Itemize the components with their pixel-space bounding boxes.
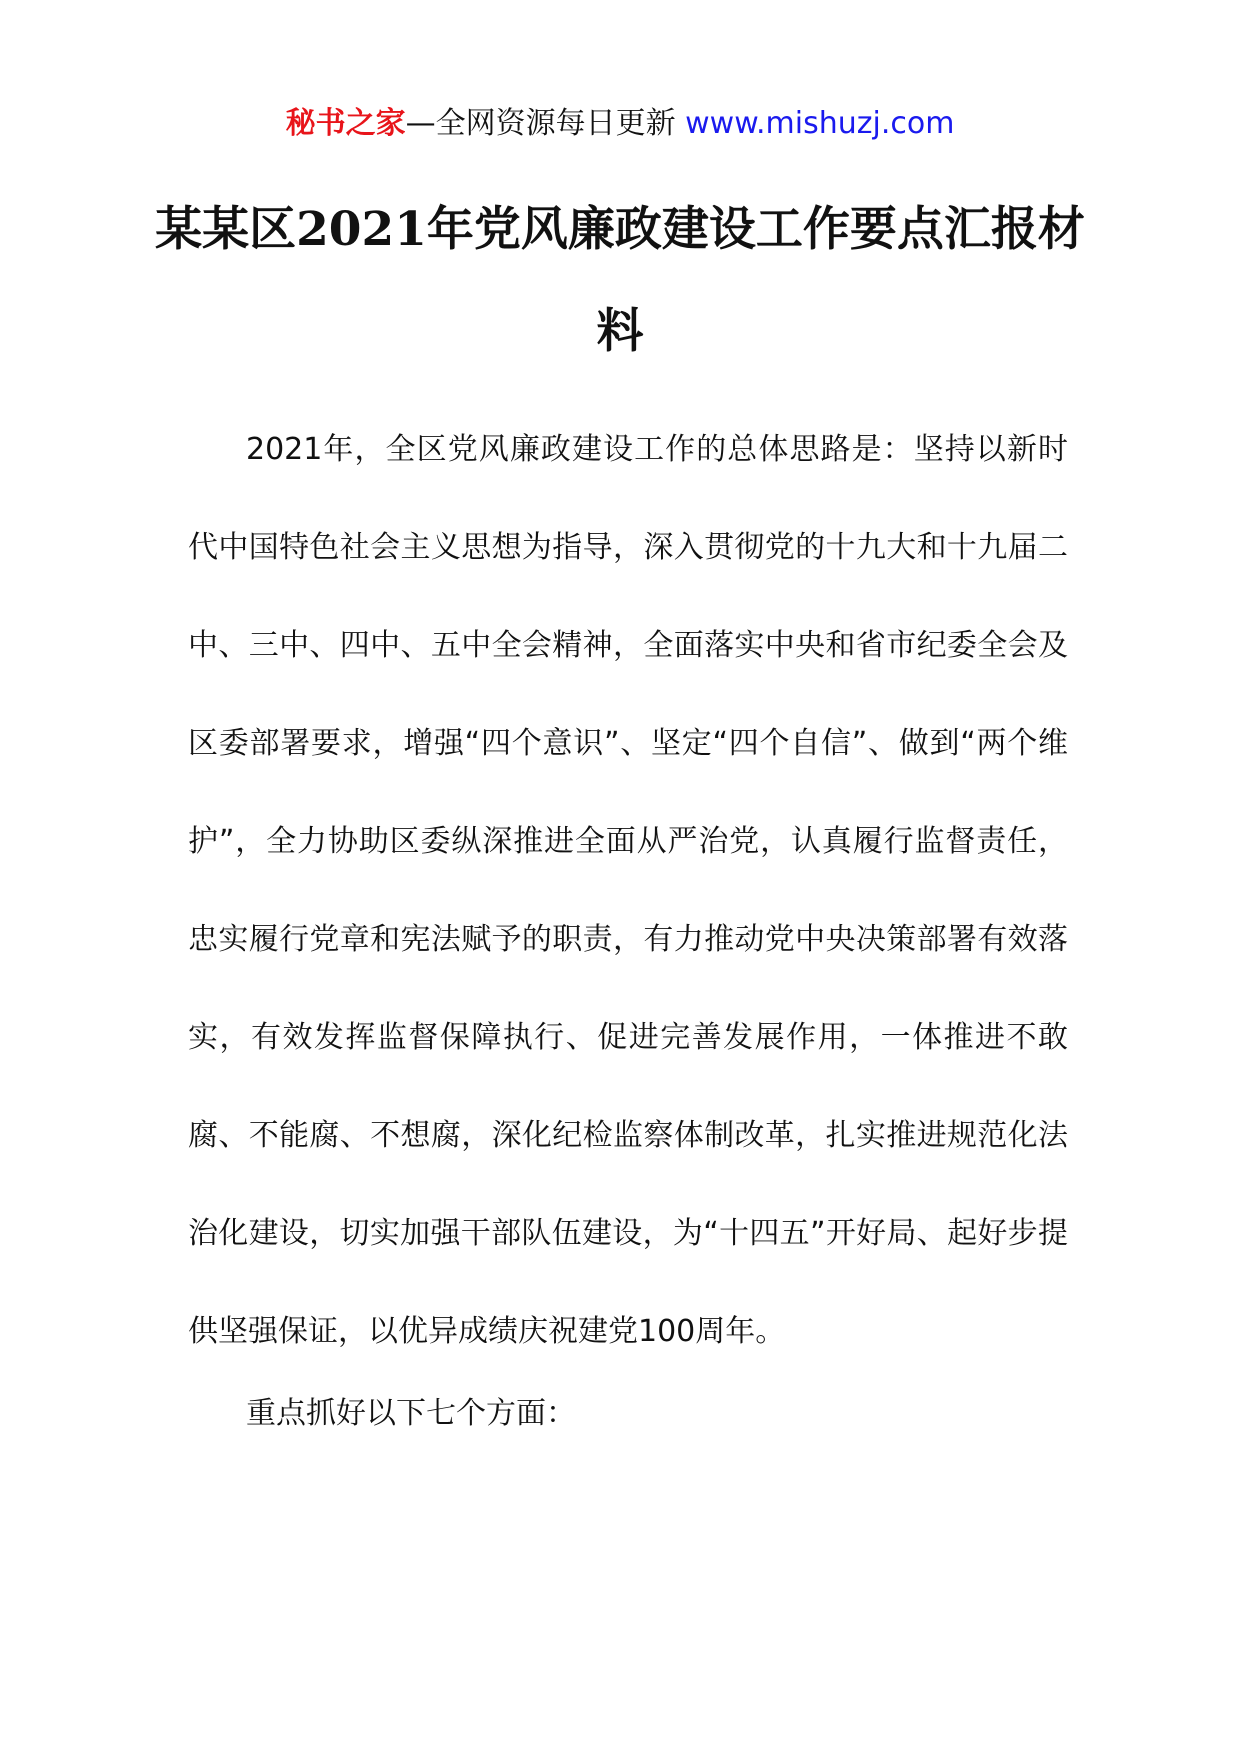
document-title: 某某区2021年党风廉政建设工作要点汇报材料 [155,202,1085,360]
site-tagline: —全网资源每日更新 [405,106,676,141]
site-header [0,102,1240,146]
site-url-link[interactable]: www.mishuzj.com [685,106,955,141]
body-paragraph-overview: 2021年，全区党风廉政建设工作的总体思路是：坚持以新时代中国特色社会主义思想为指导，深入贯彻党的十九大和十九届二中、三中、四中、五中全会精神，全面落实中央和省市纪委全会及区委部署要求，增强“四个意识”、坚定“四个自信”、做到“两个维护”，全力协助区委纵深推进全面从严治党，认真履行监督责任，忠实履行党章和宪法赋予的职责，有力推动党中央决策部署有效落实，有效发挥监督保障执行、促进完善发展作用，一体推进不敢腐、不能腐、不想腐，深化纪检监察体制改革，扎实推进规范化法治化建设，切实加强干部队伍建设，为“十四五”开好局、起好步提供坚强保证，以优异成绩庆祝建党100周年。 [188,432,1068,1349]
body-paragraph-focus: 重点抓好以下七个方面： [246,1396,576,1431]
site-brand: 秘书之家 [285,106,406,141]
document-body [188,430,1068,1463]
